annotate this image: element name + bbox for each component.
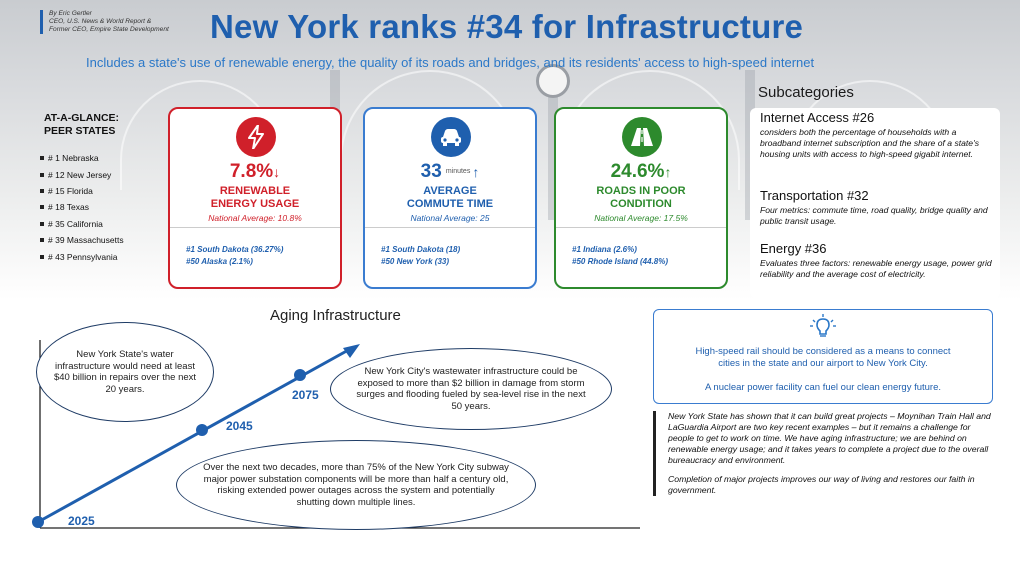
internet-access-title: Internet Access #26 <box>760 110 875 125</box>
commute-time-label: AVERAGE COMMUTE TIME <box>406 185 494 210</box>
lightning-bolt-icon <box>236 117 276 157</box>
author-byline <box>40 10 169 34</box>
lightbulb-icon <box>810 314 836 340</box>
water-infrastructure-callout: New York State's water infrastructure would need at least $40 billion in repairs over the next 20 years. <box>36 322 214 422</box>
top-ranked-state: #1 Indiana (2.6%) <box>572 245 637 254</box>
roads-condition-label: ROADS IN POOR CONDITION <box>596 185 686 210</box>
car-icon <box>431 117 471 157</box>
road-icon <box>622 117 662 157</box>
peer-state-item: # 1 Nebraska <box>40 150 124 166</box>
year-label-2075: 2075 <box>292 388 319 402</box>
transportation-desc: Four metrics: commute time, road quality, bridge quality and public transit usage. <box>760 205 988 226</box>
roads-condition-value: 24.6%↑ <box>610 161 672 182</box>
closing-statement <box>653 411 995 496</box>
milestone-2045 <box>196 424 208 436</box>
peer-state-item: # 35 California <box>40 216 124 232</box>
renewable-energy-card <box>168 107 342 289</box>
transportation-title: Transportation #32 <box>760 188 869 203</box>
peer-states-heading: AT-A-GLANCE: PEER STATES <box>44 112 120 137</box>
peer-state-item: # 18 Texas <box>40 199 124 215</box>
internet-access-desc: considers both the percentage of households with a broadband internet subscription and the share of a state's housing units with access to high-speed gigabit internet. <box>760 127 980 159</box>
bottom-ranked-state: #50 New York (33) <box>381 257 450 266</box>
top-ranked-state: #1 South Dakota (18) <box>381 245 461 254</box>
national-average: National Average: 17.5% <box>594 213 688 223</box>
bottom-ranked-state: #50 Alaska (2.1%) <box>186 257 253 266</box>
author-former-role: Former CEO, Empire State Development <box>49 26 169 33</box>
aging-infrastructure-title: Aging Infrastructure <box>270 307 401 324</box>
national-average: National Average: 25 <box>410 213 490 223</box>
author-name: By Eric Gertler <box>49 10 92 17</box>
energy-desc: Evaluates three factors: renewable energy usage, power grid reliability and the average cost of electricity. <box>760 258 992 279</box>
energy-title: Energy #36 <box>760 241 827 256</box>
closing-paragraph: Completion of major projects improves our way of living and restores our faith in government. <box>668 474 975 495</box>
commute-time-card <box>363 107 537 289</box>
nuclear-power-text: A nuclear power facility can fuel our clean energy future. <box>704 382 942 393</box>
recommendation-box <box>653 309 993 404</box>
roads-condition-card <box>554 107 728 289</box>
subcategories-heading: Subcategories <box>758 84 854 101</box>
peer-states-list <box>40 150 124 265</box>
peer-state-item: # 39 Massachusetts <box>40 232 124 248</box>
year-label-2025: 2025 <box>68 514 95 528</box>
author-role: CEO, U.S. News & World Report & <box>49 18 152 25</box>
high-speed-rail-text: High-speed rail should be considered as a means to connect cities in the state and our airport to New York City. <box>695 346 951 369</box>
national-average: National Average: 10.8% <box>208 213 302 223</box>
renewable-energy-value: 7.8%↓ <box>229 161 281 182</box>
timeline-arrow-head <box>343 344 360 358</box>
page-title: New York ranks #34 for Infrastructure <box>210 8 804 45</box>
year-label-2045: 2045 <box>226 419 253 433</box>
top-ranked-state: #1 South Dakota (36.27%) <box>186 245 284 254</box>
closing-paragraph: New York State has shown that it can build great projects – Moynihan Train Hall and LaGuardia Airport are two key recent examples – but it remains a challenge for people to get to work on time. We have aging infrastructure; we are behind on renewable energy usage; and it takes years to complete a project due to the overall bureaucracy and environment. <box>668 411 991 465</box>
bottom-ranked-state: #50 Rhode Island (44.8%) <box>572 257 669 266</box>
subway-callout: Over the next two decades, more than 75% of the New York City subway major power substation components will be more than half a century old, risking extended power outages across the system and potentially shutting down multiple lines. <box>176 440 536 530</box>
wastewater-callout: New York City's wastewater infrastructure could be exposed to more than $2 billion in damage from storm surges and flooding fueled by sea-level rise in the next 50 years. <box>330 348 612 430</box>
renewable-energy-label: RENEWABLE ENERGY USAGE <box>210 185 300 210</box>
milestone-2025 <box>32 516 44 528</box>
commute-time-value: 33 minutes ↑ <box>420 161 480 182</box>
peer-state-item: # 43 Pennsylvania <box>40 248 124 264</box>
peer-state-item: # 15 Florida <box>40 183 124 199</box>
peer-state-item: # 12 New Jersey <box>40 166 124 182</box>
page-subtitle: Includes a state's use of renewable energy, the quality of its roads and bridges, and its residents' access to high-speed internet <box>86 55 815 70</box>
milestone-2075 <box>294 369 306 381</box>
